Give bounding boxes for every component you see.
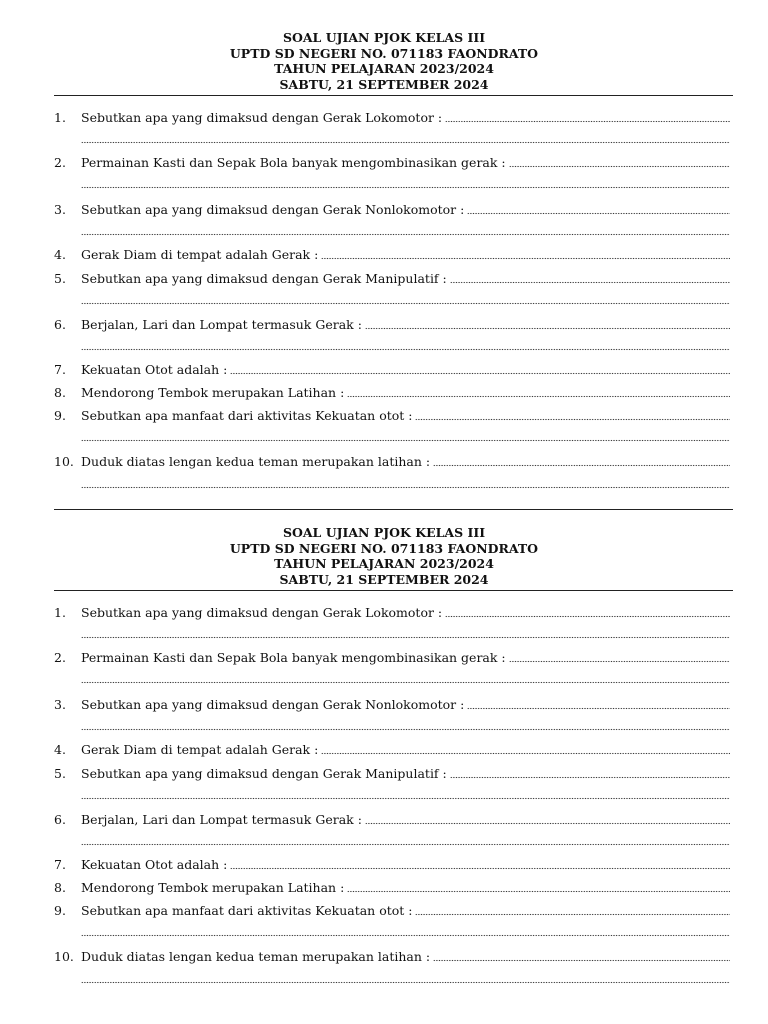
question-3 <box>0 697 768 713</box>
question-text: Permainan Kasti dan Sepak Bola banyak mengombinasikan gerak : <box>81 155 506 170</box>
header-rule <box>54 95 733 96</box>
answer-line[interactable] <box>433 464 730 467</box>
answer-line[interactable] <box>467 212 730 215</box>
answer-line[interactable] <box>321 257 730 260</box>
answer-line-continuation[interactable] <box>81 439 730 442</box>
answer-line[interactable] <box>467 707 730 710</box>
question-text: Gerak Diam di tempat adalah Gerak : <box>81 742 319 757</box>
question-7 <box>0 362 768 378</box>
header-year: TAHUN PELAJARAN 2023/2024 <box>274 556 494 571</box>
question-number: 5. <box>54 271 66 286</box>
exam-header <box>0 30 768 92</box>
answer-line-continuation[interactable] <box>81 843 730 846</box>
question-number: 10. <box>54 454 74 469</box>
question-6 <box>0 317 768 333</box>
question-text: Permainan Kasti dan Sepak Bola banyak mengombinasikan gerak : <box>81 650 506 665</box>
question-9 <box>0 903 768 919</box>
answer-line[interactable] <box>365 822 730 825</box>
answer-line[interactable] <box>230 867 730 870</box>
header-school: UPTD SD NEGERI NO. 071183 FAONDRATO <box>229 45 539 61</box>
answer-line[interactable] <box>415 913 730 916</box>
answer-line[interactable] <box>450 281 730 284</box>
question-6 <box>0 812 768 828</box>
question-4 <box>0 742 768 758</box>
header-rule <box>54 590 733 591</box>
header-title: SOAL UJIAN PJOK KELAS III <box>282 30 486 45</box>
question-number: 10. <box>54 949 74 964</box>
answer-line[interactable] <box>415 418 730 421</box>
answer-line-continuation[interactable] <box>81 141 730 144</box>
question-text: Sebutkan apa yang dimaksud dengan Gerak Manipulatif : <box>81 271 447 286</box>
answer-line[interactable] <box>365 327 730 330</box>
answer-line-continuation[interactable] <box>81 636 730 639</box>
answer-line[interactable] <box>347 395 730 398</box>
question-number: 3. <box>54 202 66 217</box>
question-text: Sebutkan apa yang dimaksud dengan Gerak Lokomotor : <box>81 110 443 125</box>
question-number: 4. <box>54 742 66 757</box>
question-number: 2. <box>54 650 66 665</box>
answer-line-continuation[interactable] <box>81 348 730 351</box>
exam-header <box>0 525 768 587</box>
question-number: 7. <box>54 362 66 377</box>
question-2 <box>0 155 768 171</box>
question-text: Berjalan, Lari dan Lompat termasuk Gerak : <box>81 812 362 827</box>
question-text: Sebutkan apa manfaat dari aktivitas Kekuatan otot : <box>81 408 413 423</box>
question-text: Sebutkan apa yang dimaksud dengan Gerak Manipulatif : <box>81 766 447 781</box>
question-3 <box>0 202 768 218</box>
answer-line[interactable] <box>445 615 730 618</box>
answer-line-continuation[interactable] <box>81 186 730 189</box>
answer-line[interactable] <box>445 120 730 123</box>
question-text: Gerak Diam di tempat adalah Gerak : <box>81 247 319 262</box>
question-text: Mendorong Tembok merupakan Latihan : <box>81 385 345 400</box>
header-school: UPTD SD NEGERI NO. 071183 FAONDRATO <box>229 540 539 556</box>
header-date: SABTU, 21 SEPTEMBER 2024 <box>279 571 489 587</box>
question-text: Sebutkan apa yang dimaksud dengan Gerak Nonlokomotor : <box>81 202 465 217</box>
question-8 <box>0 880 768 896</box>
question-text: Duduk diatas lengan kedua teman merupakan latihan : <box>81 949 431 964</box>
answer-line-continuation[interactable] <box>81 797 730 800</box>
question-8 <box>0 385 768 401</box>
question-text: Kekuatan Otot adalah : <box>81 362 228 377</box>
question-number: 8. <box>54 880 66 895</box>
answer-line[interactable] <box>321 752 730 755</box>
question-1 <box>0 110 768 126</box>
question-text: Sebutkan apa yang dimaksud dengan Gerak Nonlokomotor : <box>81 697 465 712</box>
question-text: Mendorong Tembok merupakan Latihan : <box>81 880 345 895</box>
question-4 <box>0 247 768 263</box>
question-number: 8. <box>54 385 66 400</box>
answer-line-continuation[interactable] <box>81 981 730 984</box>
question-number: 1. <box>54 605 66 620</box>
question-number: 2. <box>54 155 66 170</box>
answer-line-continuation[interactable] <box>81 728 730 731</box>
question-text: Duduk diatas lengan kedua teman merupakan latihan : <box>81 454 431 469</box>
question-text: Berjalan, Lari dan Lompat termasuk Gerak : <box>81 317 362 332</box>
question-5 <box>0 271 768 287</box>
question-2 <box>0 650 768 666</box>
question-number: 6. <box>54 317 66 332</box>
section-divider <box>54 509 733 510</box>
question-number: 6. <box>54 812 66 827</box>
answer-line[interactable] <box>347 890 730 893</box>
question-number: 1. <box>54 110 66 125</box>
answer-line-continuation[interactable] <box>81 681 730 684</box>
question-10 <box>0 454 768 470</box>
answer-line-continuation[interactable] <box>81 486 730 489</box>
answer-line-continuation[interactable] <box>81 233 730 236</box>
question-text: Sebutkan apa manfaat dari aktivitas Kekuatan otot : <box>81 903 413 918</box>
question-number: 9. <box>54 408 66 423</box>
question-10 <box>0 949 768 965</box>
answer-line[interactable] <box>509 660 730 663</box>
question-9 <box>0 408 768 424</box>
question-5 <box>0 766 768 782</box>
header-date: SABTU, 21 SEPTEMBER 2024 <box>279 76 489 92</box>
answer-line[interactable] <box>509 165 730 168</box>
answer-line-continuation[interactable] <box>81 934 730 937</box>
header-year: TAHUN PELAJARAN 2023/2024 <box>274 61 494 76</box>
question-number: 4. <box>54 247 66 262</box>
question-text: Kekuatan Otot adalah : <box>81 857 228 872</box>
question-number: 7. <box>54 857 66 872</box>
answer-line[interactable] <box>450 776 730 779</box>
answer-line[interactable] <box>230 372 730 375</box>
answer-line[interactable] <box>433 959 730 962</box>
header-title: SOAL UJIAN PJOK KELAS III <box>282 525 486 540</box>
question-text: Sebutkan apa yang dimaksud dengan Gerak Lokomotor : <box>81 605 443 620</box>
question-number: 5. <box>54 766 66 781</box>
question-number: 9. <box>54 903 66 918</box>
question-number: 3. <box>54 697 66 712</box>
question-1 <box>0 605 768 621</box>
question-7 <box>0 857 768 873</box>
answer-line-continuation[interactable] <box>81 302 730 305</box>
